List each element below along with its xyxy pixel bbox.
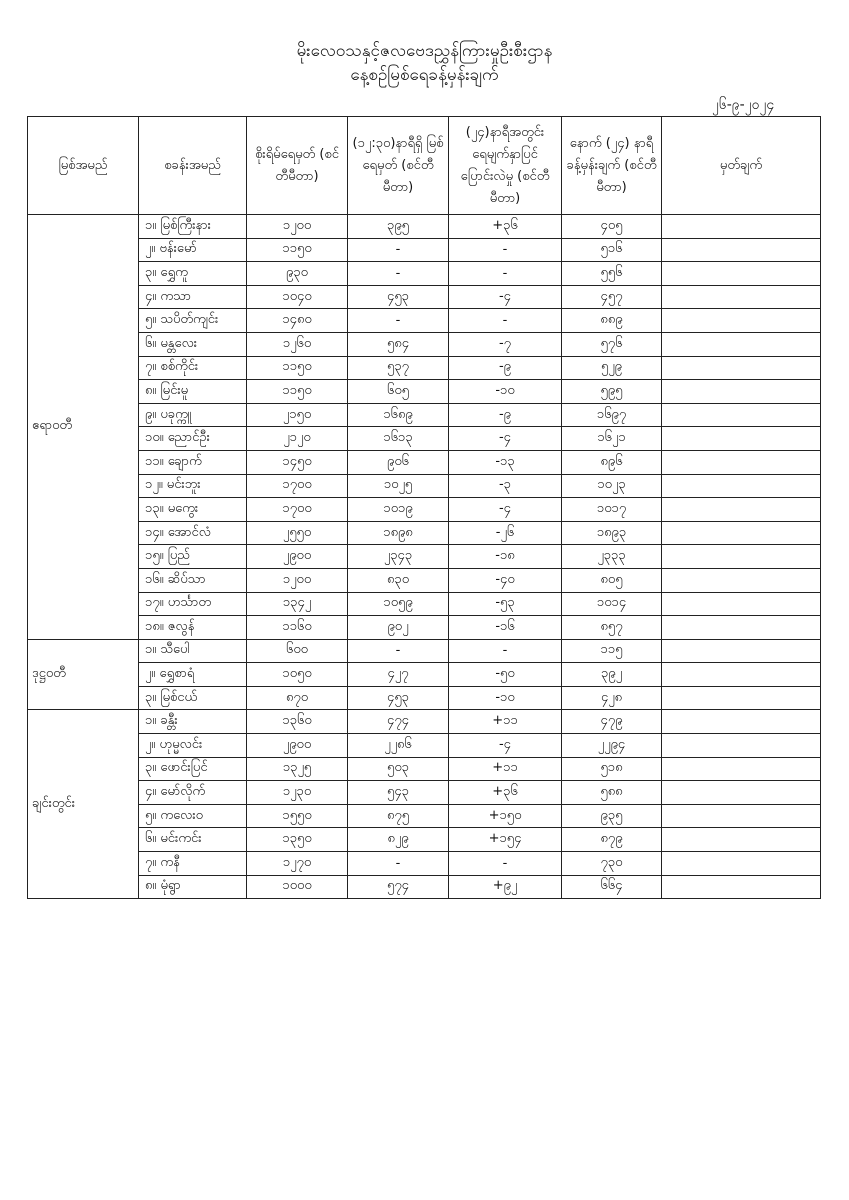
remark-cell bbox=[662, 356, 821, 380]
remark-cell bbox=[662, 592, 821, 616]
table-row bbox=[28, 521, 821, 545]
remark-cell bbox=[662, 262, 821, 286]
danger-level-cell: ၁၇၀၀ bbox=[247, 474, 348, 498]
table-row bbox=[28, 592, 821, 616]
change-cell: -၇ bbox=[449, 332, 562, 356]
col-header-remark: မှတ်ချက် bbox=[662, 117, 821, 215]
current-level-cell: - bbox=[348, 852, 449, 876]
remark-cell bbox=[662, 686, 821, 710]
station-cell: ၁၀။ ညောင်ဦး bbox=[139, 427, 247, 451]
table-row bbox=[28, 474, 821, 498]
station-cell: ၇။ ကနီ bbox=[139, 852, 247, 876]
danger-level-cell: ၁၂၀၀ bbox=[247, 215, 348, 239]
river-name-cell: ဧရာဝတီ bbox=[28, 215, 139, 640]
danger-level-cell: ၁၂၃၀ bbox=[247, 781, 348, 805]
table-row bbox=[28, 380, 821, 404]
table-row bbox=[28, 781, 821, 805]
forecast-cell: ၁၀၂၃ bbox=[562, 474, 662, 498]
table-row bbox=[28, 309, 821, 333]
station-cell: ၈။ မြင်းမူ bbox=[139, 380, 247, 404]
forecast-cell: ၃၉၂ bbox=[562, 663, 662, 687]
change-cell: -၄ bbox=[449, 498, 562, 522]
danger-level-cell: ၂၁၅၀ bbox=[247, 403, 348, 427]
forecast-cell: ၆၆၄ bbox=[562, 875, 662, 899]
station-cell: ၄။ ကသာ bbox=[139, 285, 247, 309]
danger-level-cell: ၁၁၆၀ bbox=[247, 616, 348, 640]
table-row bbox=[28, 356, 821, 380]
danger-level-cell: ၁၅၅၀ bbox=[247, 804, 348, 828]
station-cell: ၈။ မုံရွာ bbox=[139, 875, 247, 899]
remark-cell bbox=[662, 781, 821, 805]
change-cell: -၂၆ bbox=[449, 521, 562, 545]
forecast-cell: ၁၆၂၁ bbox=[562, 427, 662, 451]
danger-level-cell: ၂၉၀၀ bbox=[247, 734, 348, 758]
change-cell: +၉၂ bbox=[449, 875, 562, 899]
remark-cell bbox=[662, 238, 821, 262]
change-cell: - bbox=[449, 262, 562, 286]
remark-cell bbox=[662, 804, 821, 828]
station-cell: ၅။ သပိတ်ကျင်း bbox=[139, 309, 247, 333]
change-cell: -၁၆ bbox=[449, 616, 562, 640]
danger-level-cell: ၂၅၅၀ bbox=[247, 521, 348, 545]
table-row bbox=[28, 545, 821, 569]
station-cell: ၁၆။ ဆိပ်သာ bbox=[139, 568, 247, 592]
danger-level-cell: ၁၁၅၀ bbox=[247, 356, 348, 380]
forecast-cell: ၂၃၃၃ bbox=[562, 545, 662, 569]
table-row bbox=[28, 215, 821, 239]
table-row bbox=[28, 427, 821, 451]
col-header-station: စခန်းအမည် bbox=[139, 117, 247, 215]
table-row bbox=[28, 686, 821, 710]
station-cell: ၃။ ဖောင်းပြင် bbox=[139, 757, 247, 781]
station-cell: ၁၄။ အောင်လံ bbox=[139, 521, 247, 545]
forecast-cell: ၂၂၉၄ bbox=[562, 734, 662, 758]
change-cell: -၉ bbox=[449, 403, 562, 427]
danger-level-cell: ၂၁၂၀ bbox=[247, 427, 348, 451]
danger-level-cell: ၁၀၄၀ bbox=[247, 285, 348, 309]
remark-cell bbox=[662, 309, 821, 333]
station-cell: ၂။ ဗန်းမော် bbox=[139, 238, 247, 262]
danger-level-cell: ၁၇၀၀ bbox=[247, 498, 348, 522]
remark-cell bbox=[662, 215, 821, 239]
change-cell: -၄ bbox=[449, 427, 562, 451]
table-row bbox=[28, 238, 821, 262]
remark-cell bbox=[662, 332, 821, 356]
remark-cell bbox=[662, 757, 821, 781]
danger-level-cell: ၁၄၈၀ bbox=[247, 309, 348, 333]
col-header-current-level: (၁၂:၃၀)နာရီရှိ မြစ်ရေမှတ် (စင်တီမီတာ) bbox=[348, 117, 449, 215]
change-cell: +၃၆ bbox=[449, 781, 562, 805]
forecast-cell: ၅၅၆ bbox=[562, 262, 662, 286]
table-row bbox=[28, 450, 821, 474]
table-row bbox=[28, 262, 821, 286]
table-row bbox=[28, 403, 821, 427]
danger-level-cell: ၁၂၇၀ bbox=[247, 852, 348, 876]
forecast-cell: ၈၀၅ bbox=[562, 568, 662, 592]
current-level-cell: - bbox=[348, 238, 449, 262]
change-cell: -၅၃ bbox=[449, 592, 562, 616]
change-cell: -၁၀ bbox=[449, 686, 562, 710]
current-level-cell: ၅၇၄ bbox=[348, 875, 449, 899]
change-cell: -၁၃ bbox=[449, 450, 562, 474]
table-row bbox=[28, 498, 821, 522]
remark-cell bbox=[662, 616, 821, 640]
table-row bbox=[28, 757, 821, 781]
forecast-cell: ၈၈၉ bbox=[562, 309, 662, 333]
remark-cell bbox=[662, 875, 821, 899]
remark-cell bbox=[662, 285, 821, 309]
forecast-cell: ၁၆၉၇ bbox=[562, 403, 662, 427]
danger-level-cell: ၁၄၅၀ bbox=[247, 450, 348, 474]
table-row bbox=[28, 734, 821, 758]
table-row bbox=[28, 875, 821, 899]
change-cell: -၄ bbox=[449, 734, 562, 758]
table-row bbox=[28, 710, 821, 734]
station-cell: ၆။ မင်းကင်း bbox=[139, 828, 247, 852]
forecast-cell: ၄၇၉ bbox=[562, 710, 662, 734]
current-level-cell: - bbox=[348, 639, 449, 663]
remark-cell bbox=[662, 427, 821, 451]
forecast-cell: ၅၈၈ bbox=[562, 781, 662, 805]
forecast-cell: ၅၁၆ bbox=[562, 238, 662, 262]
remark-cell bbox=[662, 380, 821, 404]
station-cell: ၆။ မန္တလေး bbox=[139, 332, 247, 356]
change-cell: - bbox=[449, 238, 562, 262]
remark-cell bbox=[662, 568, 821, 592]
danger-level-cell: ၁၂၆၀ bbox=[247, 332, 348, 356]
change-cell: -၁၈ bbox=[449, 545, 562, 569]
forecast-cell: ၁၈၉၃ bbox=[562, 521, 662, 545]
change-cell: +၁၅၄ bbox=[449, 828, 562, 852]
station-cell: ၁။ မြစ်ကြီးနား bbox=[139, 215, 247, 239]
station-cell: ၉။ ပခုက္ကူ bbox=[139, 403, 247, 427]
current-level-cell: ၈၇၅ bbox=[348, 804, 449, 828]
remark-cell bbox=[662, 474, 821, 498]
table-row bbox=[28, 332, 821, 356]
current-level-cell: ၁၆၁၃ bbox=[348, 427, 449, 451]
table-row bbox=[28, 568, 821, 592]
danger-level-cell: ၁၁၅၀ bbox=[247, 238, 348, 262]
change-cell: - bbox=[449, 852, 562, 876]
station-cell: ၄။ မော်လိုက် bbox=[139, 781, 247, 805]
change-cell: +၁၁ bbox=[449, 757, 562, 781]
forecast-cell: ၄၀၅ bbox=[562, 215, 662, 239]
table-row bbox=[28, 285, 821, 309]
river-name-cell: ဒုဋ္ဌဝတီ bbox=[28, 639, 139, 710]
table-body bbox=[28, 215, 821, 899]
forecast-cell: ၅၁၈ bbox=[562, 757, 662, 781]
change-cell: - bbox=[449, 309, 562, 333]
forecast-cell: ၅၂၉ bbox=[562, 356, 662, 380]
col-header-forecast: နောက် (၂၄) နာရီ ခန့်မှန်းချက် (စင်တီမီတာ) bbox=[562, 117, 662, 215]
col-header-change: (၂၄)နာရီအတွင်း ရေမျက်နှာပြင် ပြောင်းလဲမှု (စင်တီမီတာ) bbox=[449, 117, 562, 215]
danger-level-cell: ၉၃၀ bbox=[247, 262, 348, 286]
table-row bbox=[28, 663, 821, 687]
current-level-cell: ၄၇၄ bbox=[348, 710, 449, 734]
remark-cell bbox=[662, 710, 821, 734]
forecast-cell: ၇၃၀ bbox=[562, 852, 662, 876]
current-level-cell: ၂၃၄၃ bbox=[348, 545, 449, 569]
current-level-cell: - bbox=[348, 262, 449, 286]
remark-cell bbox=[662, 734, 821, 758]
forecast-cell: ၈၇၉ bbox=[562, 828, 662, 852]
station-cell: ၁၈။ ဇလွန် bbox=[139, 616, 247, 640]
current-level-cell: ၅၈၄ bbox=[348, 332, 449, 356]
report-subtitle: နေ့စဉ်မြစ်ရေခန့်မှန်းချက် bbox=[350, 65, 499, 85]
current-level-cell: ၉၀၆ bbox=[348, 450, 449, 474]
current-level-cell: ၁၀၅၉ bbox=[348, 592, 449, 616]
table-row bbox=[28, 852, 821, 876]
danger-level-cell: ၂၉၀၀ bbox=[247, 545, 348, 569]
remark-cell bbox=[662, 450, 821, 474]
station-cell: ၃။ မြစ်ငယ် bbox=[139, 686, 247, 710]
remark-cell bbox=[662, 403, 821, 427]
col-header-river: မြစ်အမည် bbox=[28, 117, 139, 215]
forecast-cell: ၄၅၇ bbox=[562, 285, 662, 309]
report-title: မိုးလေဝသနှင့်ဇလဗေဒညွှန်ကြားမှုဦးစီးဌာန bbox=[296, 41, 553, 61]
danger-level-cell: ၁၃၆၀ bbox=[247, 710, 348, 734]
danger-level-cell: ၁၃၂၅ bbox=[247, 757, 348, 781]
remark-cell bbox=[662, 498, 821, 522]
station-cell: ၃။ ရွှေကူ bbox=[139, 262, 247, 286]
current-level-cell: ၄၂၇ bbox=[348, 663, 449, 687]
current-level-cell: ၁၀၁၉ bbox=[348, 498, 449, 522]
station-cell: ၁၂။ မင်းဘူး bbox=[139, 474, 247, 498]
remark-cell bbox=[662, 663, 821, 687]
current-level-cell: ၈၃၀ bbox=[348, 568, 449, 592]
danger-level-cell: ၁၁၅၀ bbox=[247, 380, 348, 404]
forecast-cell: ၁၀၁၄ bbox=[562, 592, 662, 616]
remark-cell bbox=[662, 852, 821, 876]
current-level-cell: ၅၃၇ bbox=[348, 356, 449, 380]
table-row bbox=[28, 804, 821, 828]
station-cell: ၅။ ကလေးဝ bbox=[139, 804, 247, 828]
danger-level-cell: ၁၃၄၂ bbox=[247, 592, 348, 616]
change-cell: -၉ bbox=[449, 356, 562, 380]
forecast-cell: ၁၀၁၇ bbox=[562, 498, 662, 522]
report-date: ၂၆-၉-၂၀၂၄ bbox=[712, 97, 775, 113]
station-cell: ၁။ ခန္တီး bbox=[139, 710, 247, 734]
station-cell: ၂။ ရွှေစာရံ bbox=[139, 663, 247, 687]
station-cell: ၁၃။ မကွေး bbox=[139, 498, 247, 522]
current-level-cell: ၆၀၅ bbox=[348, 380, 449, 404]
change-cell: -၁၀ bbox=[449, 380, 562, 404]
forecast-cell: ၉၃၅ bbox=[562, 804, 662, 828]
current-level-cell: ၅၀၃ bbox=[348, 757, 449, 781]
current-level-cell: - bbox=[348, 309, 449, 333]
forecast-cell: ၅၇၆ bbox=[562, 332, 662, 356]
table-row bbox=[28, 616, 821, 640]
station-cell: ၁၇။ ဟင်္သာတ bbox=[139, 592, 247, 616]
station-cell: ၁၅။ ပြည် bbox=[139, 545, 247, 569]
danger-level-cell: ၁၀၅၀ bbox=[247, 663, 348, 687]
change-cell: -၄၀ bbox=[449, 568, 562, 592]
current-level-cell: ၄၅၃ bbox=[348, 285, 449, 309]
station-cell: ၂။ ဟုမ္မလင်း bbox=[139, 734, 247, 758]
change-cell: -၃ bbox=[449, 474, 562, 498]
current-level-cell: ၂၂၈၆ bbox=[348, 734, 449, 758]
remark-cell bbox=[662, 639, 821, 663]
change-cell: +၁၅၀ bbox=[449, 804, 562, 828]
danger-level-cell: ၆၀၀ bbox=[247, 639, 348, 663]
river-forecast-table bbox=[27, 116, 821, 899]
station-cell: ၇။ စစ်ကိုင်း bbox=[139, 356, 247, 380]
current-level-cell: ၁၀၂၅ bbox=[348, 474, 449, 498]
change-cell: +၃၆ bbox=[449, 215, 562, 239]
station-cell: ၁၁။ ချောက် bbox=[139, 450, 247, 474]
change-cell: +၁၁ bbox=[449, 710, 562, 734]
remark-cell bbox=[662, 545, 821, 569]
danger-level-cell: ၈၇၀ bbox=[247, 686, 348, 710]
change-cell: -၅၀ bbox=[449, 663, 562, 687]
remark-cell bbox=[662, 828, 821, 852]
current-level-cell: ၄၅၃ bbox=[348, 686, 449, 710]
current-level-cell: ၅၄၃ bbox=[348, 781, 449, 805]
danger-level-cell: ၁၀၀၀ bbox=[247, 875, 348, 899]
forecast-cell: ၁၁၅ bbox=[562, 639, 662, 663]
table-header-row bbox=[28, 117, 821, 215]
table-row bbox=[28, 828, 821, 852]
table-row bbox=[28, 639, 821, 663]
forecast-cell: ၄၂၈ bbox=[562, 686, 662, 710]
forecast-cell: ၅၉၅ bbox=[562, 380, 662, 404]
change-cell: - bbox=[449, 639, 562, 663]
river-name-cell: ချင်းတွင်း bbox=[28, 710, 139, 899]
change-cell: -၄ bbox=[449, 285, 562, 309]
current-level-cell: ၃၉၅ bbox=[348, 215, 449, 239]
current-level-cell: ၈၂၉ bbox=[348, 828, 449, 852]
danger-level-cell: ၁၂၀၀ bbox=[247, 568, 348, 592]
col-header-danger-level: စိုးရိမ်ရေမှတ် (စင်တီမီတာ) bbox=[247, 117, 348, 215]
danger-level-cell: ၁၃၅၀ bbox=[247, 828, 348, 852]
forecast-cell: ၈၉၆ bbox=[562, 450, 662, 474]
current-level-cell: ၉၀၂ bbox=[348, 616, 449, 640]
current-level-cell: ၁၆၈၉ bbox=[348, 403, 449, 427]
current-level-cell: ၁၈၉၈ bbox=[348, 521, 449, 545]
remark-cell bbox=[662, 521, 821, 545]
forecast-cell: ၈၅၇ bbox=[562, 616, 662, 640]
station-cell: ၁။ သီပေါ bbox=[139, 639, 247, 663]
